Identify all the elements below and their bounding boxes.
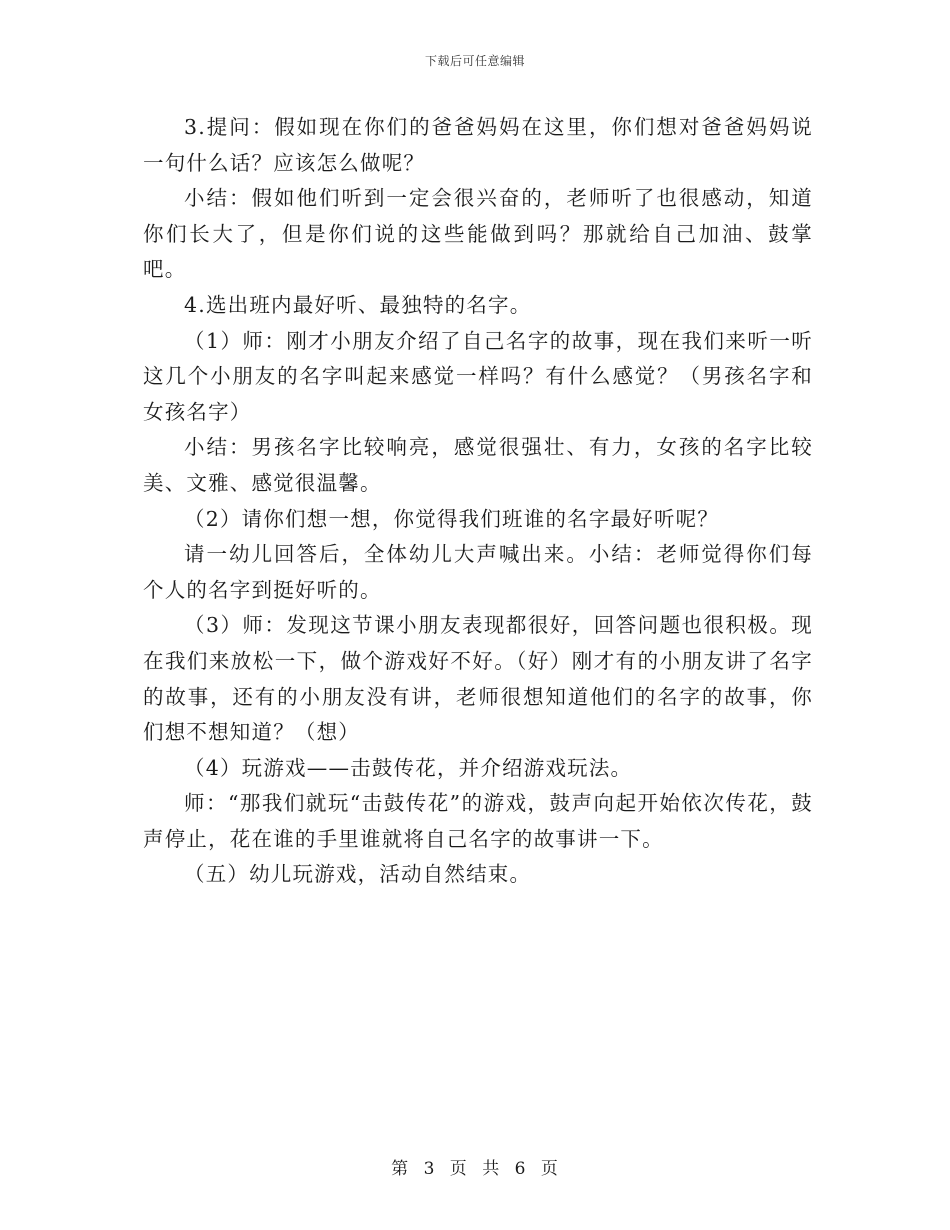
paragraph-item-5: （五）幼儿玩游戏，活动自然结束。 bbox=[184, 862, 532, 887]
paragraph-item-4: （4）玩游戏——击鼓传花，并介绍游戏玩法。 bbox=[184, 755, 633, 780]
paragraph-item-3: （3）师：发现这节课小朋友表现都很好，回答问题也很积极。现在我们来放松一下，做个游戏好不好。（好）刚才有的小朋友讲了名字的故事，还有的小朋友没有讲，老师很想知道他们的名字的故事，你们想不想知道？（想） bbox=[143, 613, 813, 745]
page-number-footer: 第 3 页 共 6 页 bbox=[391, 1159, 559, 1179]
paragraph-question-3: 3.提问：假如现在你们的爸爸妈妈在这里，你们想对爸爸妈妈说一句什么话？应该怎么做呢？ bbox=[143, 115, 813, 175]
paragraph-game-rules: 师：“那我们就玩“击鼓传花”的游戏，鼓声向起开始依次传花，鼓声停止，花在谁的手里谁就将自己名字的故事讲一下。 bbox=[143, 791, 813, 851]
paragraph-summary-2: 小结：男孩名字比较响亮，感觉很强壮、有力，女孩的名字比较美、文雅、感觉很温馨。 bbox=[143, 435, 813, 495]
paragraph-summary-1: 小结：假如他们听到一定会很兴奋的，老师听了也很感动，知道你们长大了，但是你们说的这些能做到吗？那就给自己加油、鼓掌吧。 bbox=[143, 186, 813, 282]
paragraph-item-1: （1）师：刚才小朋友介绍了自己名字的故事，现在我们来听一听这几个小朋友的名字叫起来感觉一样吗？有什么感觉？（男孩名字和女孩名字） bbox=[143, 328, 813, 424]
paragraph-step-4: 4.选出班内最好听、最独特的名字。 bbox=[184, 292, 532, 317]
document-body bbox=[143, 110, 813, 893]
page-header: 下载后可任意编辑 bbox=[424, 54, 525, 68]
paragraph-answer: 请一幼儿回答后，全体幼儿大声喊出来。小结：老师觉得你们每个人的名字到挺好听的。 bbox=[143, 542, 813, 602]
paragraph-item-2: （2）请你们想一想，你觉得我们班谁的名字最好听呢？ bbox=[184, 506, 720, 531]
